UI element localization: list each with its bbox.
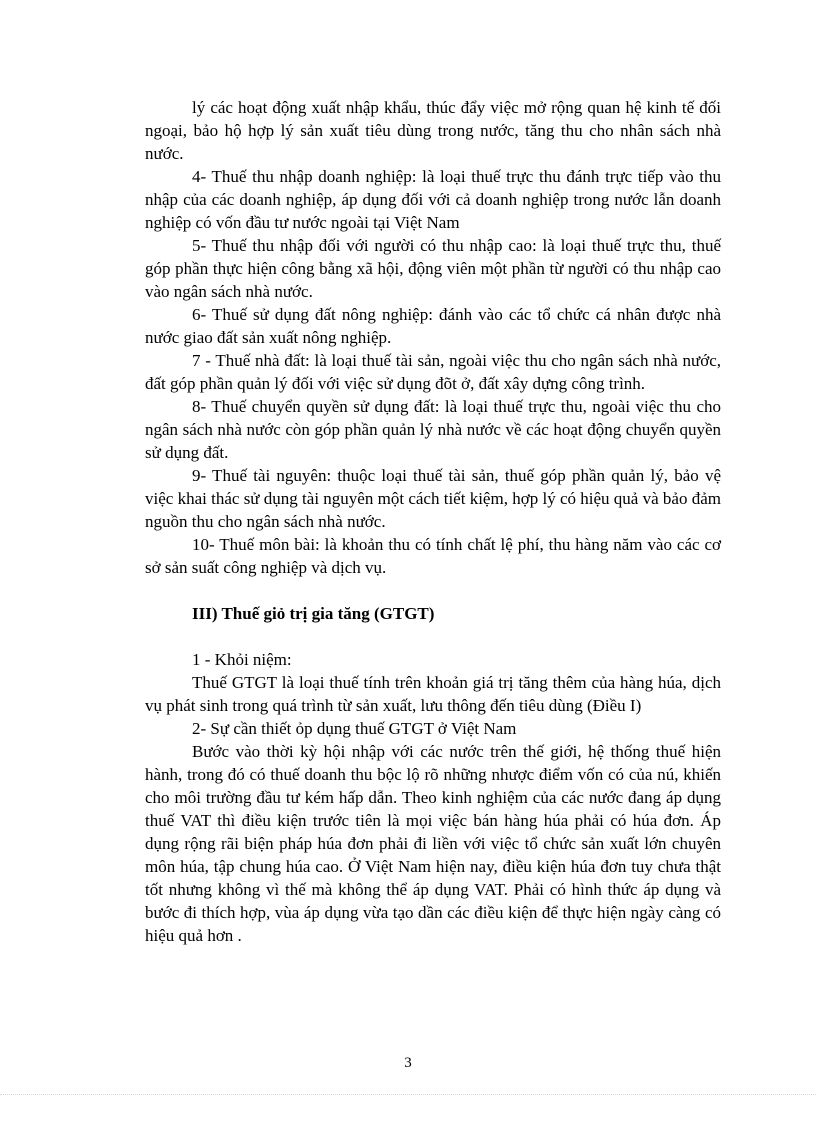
paragraph-agricultural-land-tax: 6- Thuế sử dụng đất nông nghiệp: đánh vào các tổ chức cá nhân được nhà nước giao đất sản xuất nông nghiệp.: [145, 305, 721, 347]
paragraph-vat-definition: Thuế GTGT là loại thuế tính trên khoản giá trị tăng thêm của hàng húa, dịch vụ phát sinh trong quá trình từ sản xuất, lưu thông đến tiêu dùng (Điều I): [145, 673, 721, 715]
paragraph-vat-necessity: Bước vào thời kỳ hội nhập với các nước trên thế giới, hệ thống thuế hiện hành, trong đó có thuế doanh thu bộc lộ rõ những nhược điểm vốn có của nú, khiến cho môi trường đầu tư kém hấp dẫn. Theo kinh nghiệm của các nước đang áp dụng thuế VAT thì điều kiện trước tiên là mọi việc bán hàng húa phải có húa đơn. Áp dụng rộng rãi biện pháp húa đơn phải đi liền với việc tổ chức sản xuất lớn chuyên môn húa, tập chung húa cao. Ở Việt Nam hiện nay, điều kiện húa đơn tuy chưa thật tốt nhưng không vì thế mà không thể áp dụng VAT. Phải có hình thức áp dụng và bước đi thích hợp, vùa áp dụng vừa tạo dần các điều kiện để thực hiện ngày càng có hiệu quả hơn .: [145, 742, 721, 945]
subsection-title-concept: 1 - Khỏi niệm:: [192, 650, 292, 669]
subsection-title-necessity: 2- Sự cần thiết ỏp dụng thuế GTGT ở Việt Nam: [192, 719, 517, 738]
paragraph-continuation: lý các hoạt động xuất nhập khẩu, thúc đẩy việc mở rộng quan hệ kinh tế đối ngoại, bảo hộ hợp lý sản xuất tiêu dùng trong nước, tăng thu cho nhân sách nhà nước.: [145, 98, 721, 163]
paragraph-license-tax: 10- Thuế môn bài: là khoản thu có tính chất lệ phí, thu hàng năm vào các cơ sở sản suất công nghiệp và dịch vụ.: [145, 535, 721, 577]
paragraph-resource-tax: 9- Thuế tài nguyên: thuộc loại thuế tài sản, thuế góp phần quản lý, bảo vệ việc khai thác sử dụng tài nguyên một cách tiết kiệm, hợp lý có hiệu quả và bảo đảm nguồn thu cho ngân sách nhà nước.: [145, 466, 721, 531]
page-bottom-edge: [0, 1094, 816, 1123]
paragraph-land-transfer-tax: 8- Thuế chuyển quyền sử dụng đất: là loại thuế trực thu, ngoài việc thu cho ngân sách nhà nước còn góp phần quản lý nhà nước về các hoạt động chuyển quyền sử dụng đất.: [145, 397, 721, 462]
paragraph-housing-land-tax: 7 - Thuế nhà đất: là loại thuế tài sản, ngoài việc thu cho ngân sách nhà nước, đất góp phần quản lý đối với việc sử dụng đõt ở, đất xây dựng công trình.: [145, 351, 721, 393]
page-number: 3: [404, 1055, 412, 1071]
paragraph-corporate-income-tax: 4- Thuế thu nhập doanh nghiệp: là loại thuế trực thu đánh trực tiếp vào thu nhập của các doanh nghiệp, áp dụng đối với cả doanh nghiệp trong nước lẫn doanh nghiệp có vốn đầu tư nước ngoài tại Việt Nam: [145, 167, 721, 232]
paragraph-high-income-tax: 5- Thuế thu nhập đối với người có thu nhập cao: là loại thuế trực thu, thuế góp phần thực hiện công bằng xã hội, động viên một phần từ người có thu nhập cao vào ngân sách nhà nước.: [145, 236, 721, 301]
section-heading-vat: III) Thuế giỏ trị gia tăng (GTGT): [192, 604, 435, 623]
document-body: [145, 96, 721, 947]
